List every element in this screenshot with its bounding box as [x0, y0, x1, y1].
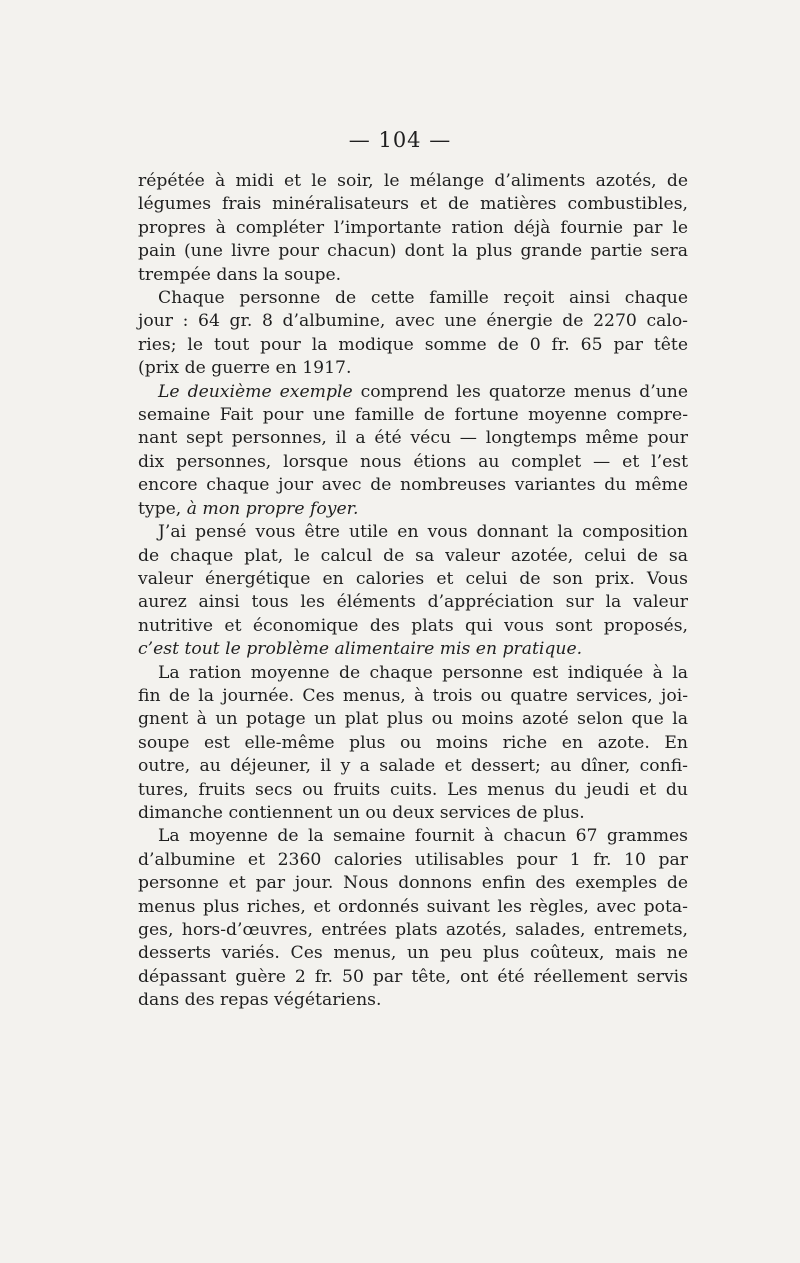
text-line: dépassant guère 2 fr. 50 par tête, ont été réellement servis: [138, 966, 688, 987]
text-line: encore chaque jour avec de nombreuses variantes du même: [138, 475, 688, 496]
text-fragment: type,: [138, 498, 187, 519]
text-line: (prix de guerre en 1917.: [138, 358, 352, 379]
paragraph-4: [138, 521, 688, 661]
italic-fragment: à mon propre foyer.: [186, 498, 359, 519]
text-line: desserts variés. Ces menus, un peu plus coûteux, mais ne: [138, 943, 688, 964]
text-line: Chaque personne de cette famille reçoit ainsi chaque: [158, 288, 688, 309]
text-line: outre, au déjeuner, il y a salade et dessert; au dîner, confi-: [138, 756, 688, 777]
page-number: — 104 —: [348, 128, 452, 152]
text-line: valeur énergétique en calories et celui de son prix. Vous: [138, 568, 688, 589]
paragraph-3: [138, 381, 688, 521]
text-line: gnent à un potage un plat plus ou moins azoté selon que la: [138, 709, 688, 730]
text-line: menus plus riches, et ordonnés suivant les règles, avec pota-: [138, 896, 688, 917]
text-line: jour : 64 gr. 8 d’albumine, avec une énergie de 2270 calo-: [138, 311, 688, 332]
text-line: répétée à midi et le soir, le mélange d’aliments azotés, de: [138, 171, 688, 191]
italic-lead: Le deuxième exemple: [158, 381, 353, 402]
paragraph-2: [138, 287, 688, 381]
text-line: [138, 381, 688, 404]
text-line: de chaque plat, le calcul de sa valeur azotée, celui de sa: [138, 545, 688, 566]
text-line: pain (une livre pour chacun) dont la plus grande partie sera: [138, 241, 688, 262]
paragraph-6: [138, 825, 688, 1012]
text-line: dix personnes, lorsque nous étions au complet — et l’est: [138, 451, 688, 472]
body-text: [138, 170, 688, 1013]
text-line: La moyenne de la semaine fournit à chacun 67 grammes: [158, 826, 688, 847]
text-line: dimanche contiennent un ou deux services de plus.: [138, 802, 585, 823]
text-line: tures, fruits secs ou fruits cuits. Les menus du jeudi et du: [138, 779, 688, 800]
text-line: J’ai pensé vous être utile en vous donnant la composition: [158, 522, 688, 543]
text-line: nutritive et économique des plats qui vous sont proposés,: [138, 615, 688, 636]
text-line: d’albumine et 2360 calories utilisables pour 1 fr. 10 par: [138, 849, 688, 870]
text-line: légumes frais minéralisateurs et de matières combustibles,: [138, 194, 688, 215]
text-line: semaine Fait pour une famille de fortune moyenne compre-: [138, 405, 688, 426]
text-line: propres à compléter l’importante ration déjà fournie par le: [138, 217, 688, 238]
paragraph-5: [138, 662, 688, 826]
text-line: [138, 498, 688, 521]
text-line: fin de la journée. Ces menus, à trois ou quatre services, joi-: [138, 685, 688, 706]
paragraph-1: [138, 170, 688, 287]
text-line: La ration moyenne de chaque personne est indiquée à la: [158, 662, 688, 683]
text-line: dans des repas végétariens.: [138, 990, 382, 1011]
text-fragment: comprend les quatorze menus d’une: [352, 381, 689, 402]
text-line: [138, 638, 688, 661]
text-line: ges, hors-d’œuvres, entrées plats azotés, salades, entremets,: [138, 920, 688, 940]
text-line: soupe est elle-même plus ou moins riche en azote. En: [138, 732, 688, 753]
text-line: aurez ainsi tous les éléments d’appréciation sur la valeur: [138, 592, 688, 613]
italic-fragment: c’est tout le problème alimentaire mis en pratique.: [138, 639, 583, 660]
text-line: nant sept personnes, il a été vécu — longtemps même pour: [138, 428, 688, 449]
text-line: trempée dans la soupe.: [138, 264, 342, 285]
text-line: personne et par jour. Nous donnons enfin des exemples de: [138, 873, 688, 894]
text-line: ries; le tout pour la modique somme de 0 fr. 65 par tête: [138, 334, 688, 355]
